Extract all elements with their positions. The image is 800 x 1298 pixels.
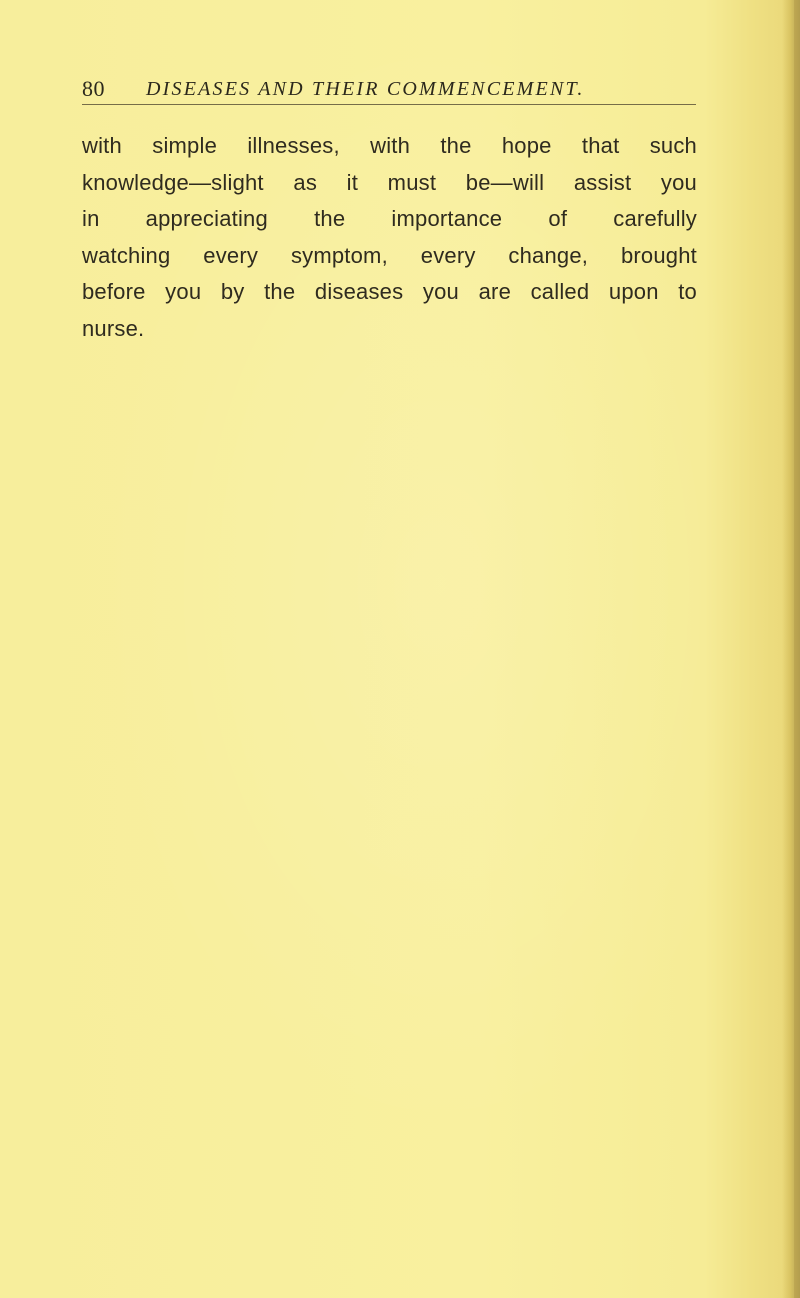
header-rule: [82, 104, 696, 105]
text-line: nurse.: [82, 315, 145, 341]
text-line: watching every symptom, every change, brought: [82, 242, 697, 268]
text-line: before you by the diseases you are called upon to: [82, 279, 697, 305]
text-line: in appreciating the importance of carefully: [82, 206, 697, 232]
page-header: [82, 76, 697, 104]
text-line: with simple illnesses, with the hope that such: [82, 133, 697, 158]
page-edge-dark: [794, 0, 800, 1298]
running-head: DISEASES AND THEIR COMMENCEMENT.: [146, 78, 585, 100]
body-paragraph: [82, 128, 702, 348]
text-line: knowledge—slight as it must be—will assist you: [82, 169, 697, 195]
page-number: 80: [82, 76, 105, 101]
